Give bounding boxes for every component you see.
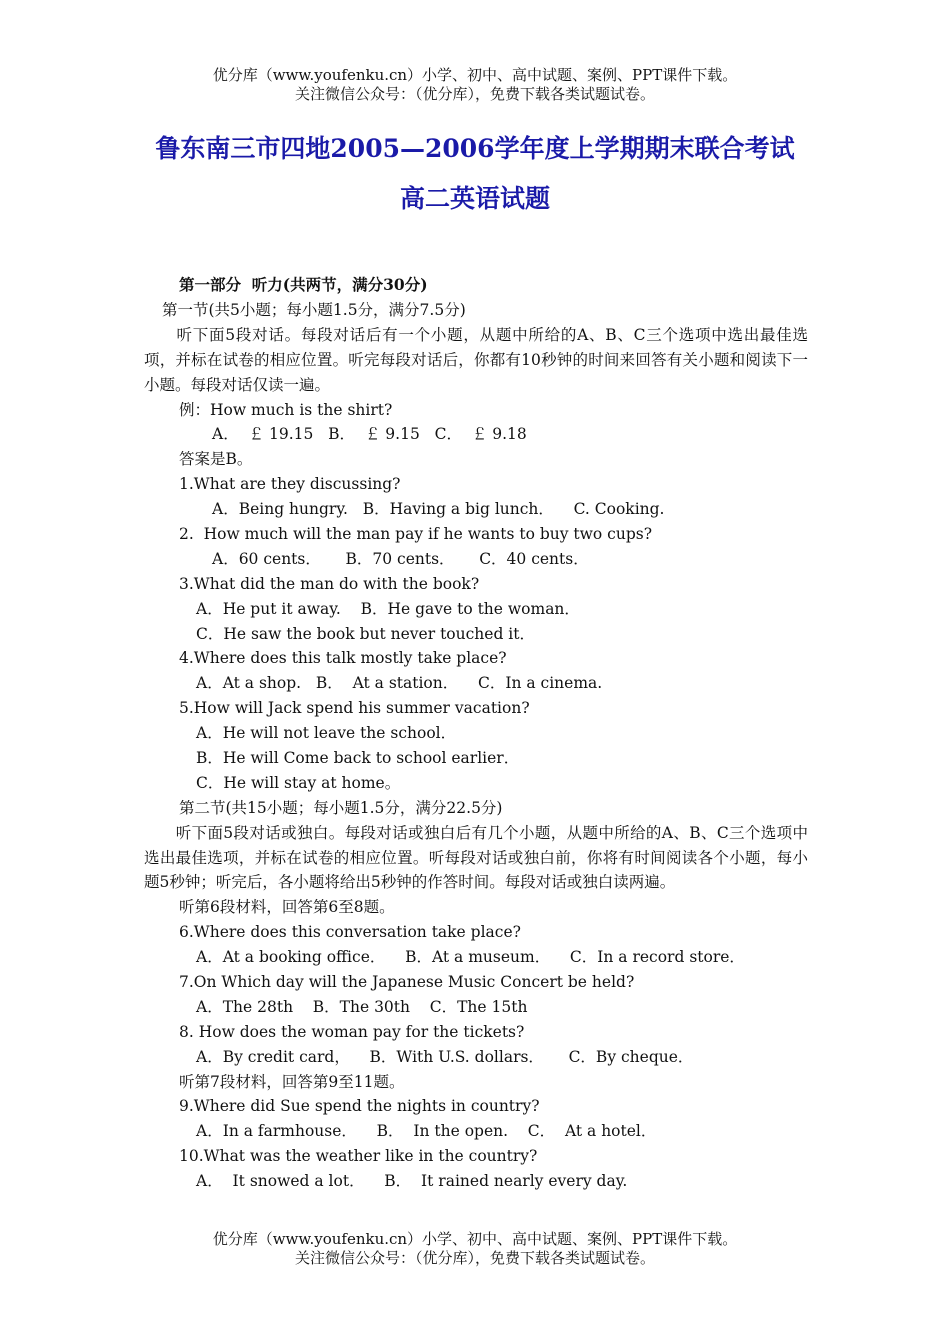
text-line: A．He will not leave the school． [196,724,457,743]
text-line: 8. How does the woman pay for the tickets? [179,1022,525,1041]
text-line: 答案是B。 [179,450,253,469]
text-line: 听下面5段对话。每段对话后有一个小题，从题中所给的A、B、C三个选项中选出最佳选项，并标在试卷的相应位置。听完每段对话后，你都有10秒钟的时间来回答有关小题和阅读下一小题。每段对话仅读一遍。 [144,325,808,394]
text-line: 6.Where does this conversation take place? [179,923,521,942]
page-footer [0,1230,950,1268]
exam-body [144,273,808,1194]
text-line: B．He will Come back to school earlier． [196,748,520,767]
text-line: A． ￡ 19.15 B． ￡ 9.15 C． ￡ 9.18 [212,425,527,444]
text-line: 听第6段材料，回答第6至8题。 [179,898,395,917]
text-line: 3.What did the man do with the book? [179,574,480,593]
text-line: 听第7段材料，回答第9至11题。 [179,1072,405,1091]
text-line: A．At a booking office． B．At a museum． C．In a record store． [196,948,745,967]
page-header [0,66,950,104]
text-line: 10.What was the weather like in the country? [179,1147,538,1166]
text-line: 听下面5段对话或独白。每段对话或独白后有几个小题，从题中所给的A、B、C三个选项中选出最佳选项，并标在试卷的相应位置。听每段对话或独白前，你将有时间阅读各个小题，每小题5秒钟；听完后，各小题将给出5秒钟的作答时间。每段对话或独白读两遍。 [144,823,808,892]
text-line: 第二节(共15小题；每小题1.5分，满分22.5分) [179,798,503,817]
text-line: A．He put it away. B．He gave to the woman． [196,599,580,618]
footer-line-2: 关注微信公众号：（优分库），免费下载各类试题试卷。 [294,1249,655,1267]
exam-subtitle: 高二英语试题 [399,184,550,213]
text-line: 例：How much is the shirt? [179,400,393,419]
exam-title: 鲁东南三市四地2005—2006学年度上学期期末联合考试 [155,134,795,163]
text-line: 2. How much will the man pay if he wants to buy two cups? [179,524,653,543]
text-line: A．Being hungry. B．Having a big lunch． C. Cooking. [212,500,665,519]
text-line: A．The 28th B．The 30th C．The 15th [196,997,528,1016]
text-line: A．In a farmhouse． B． In the open. C． At a hotel． [196,1122,657,1141]
text-line: C．He will stay at home。 [196,773,401,792]
text-line: 7.On Which day will the Japanese Music Concert be held? [179,973,635,992]
header-line-1: 优分库（www.youfenku.cn）小学、初中、高中试题、案例、PPT课件下载。 [212,66,738,84]
text-line: A．By credit card， B．With U.S. dollars． C．By cheque． [196,1047,694,1066]
text-line: 9.Where did Sue spend the nights in country? [179,1097,540,1116]
text-line: A．At a shop. B． At a station． C．In a cinema. [196,674,603,693]
text-line: A． It snowed a lot． B． It rained nearly every day. [196,1172,628,1191]
text-line: C．He saw the book but never touched it． [196,624,535,643]
text-line: 第一节(共5小题；每小题1.5分，满分7.5分) [162,300,466,319]
text-line: A．60 cents． B．70 cents． C．40 cents． [212,549,589,568]
text-line: 5.How will Jack spend his summer vacation? [179,699,530,718]
text-line: 1.What are they discussing? [179,475,401,494]
header-line-2: 关注微信公众号：（优分库），免费下载各类试题试卷。 [294,85,655,103]
footer-line-1: 优分库（www.youfenku.cn）小学、初中、高中试题、案例、PPT课件下载。 [212,1230,738,1248]
text-line: 第一部分 听力(共两节，满分30分) [179,275,428,294]
text-line: 4.Where does this talk mostly take place? [179,649,507,668]
